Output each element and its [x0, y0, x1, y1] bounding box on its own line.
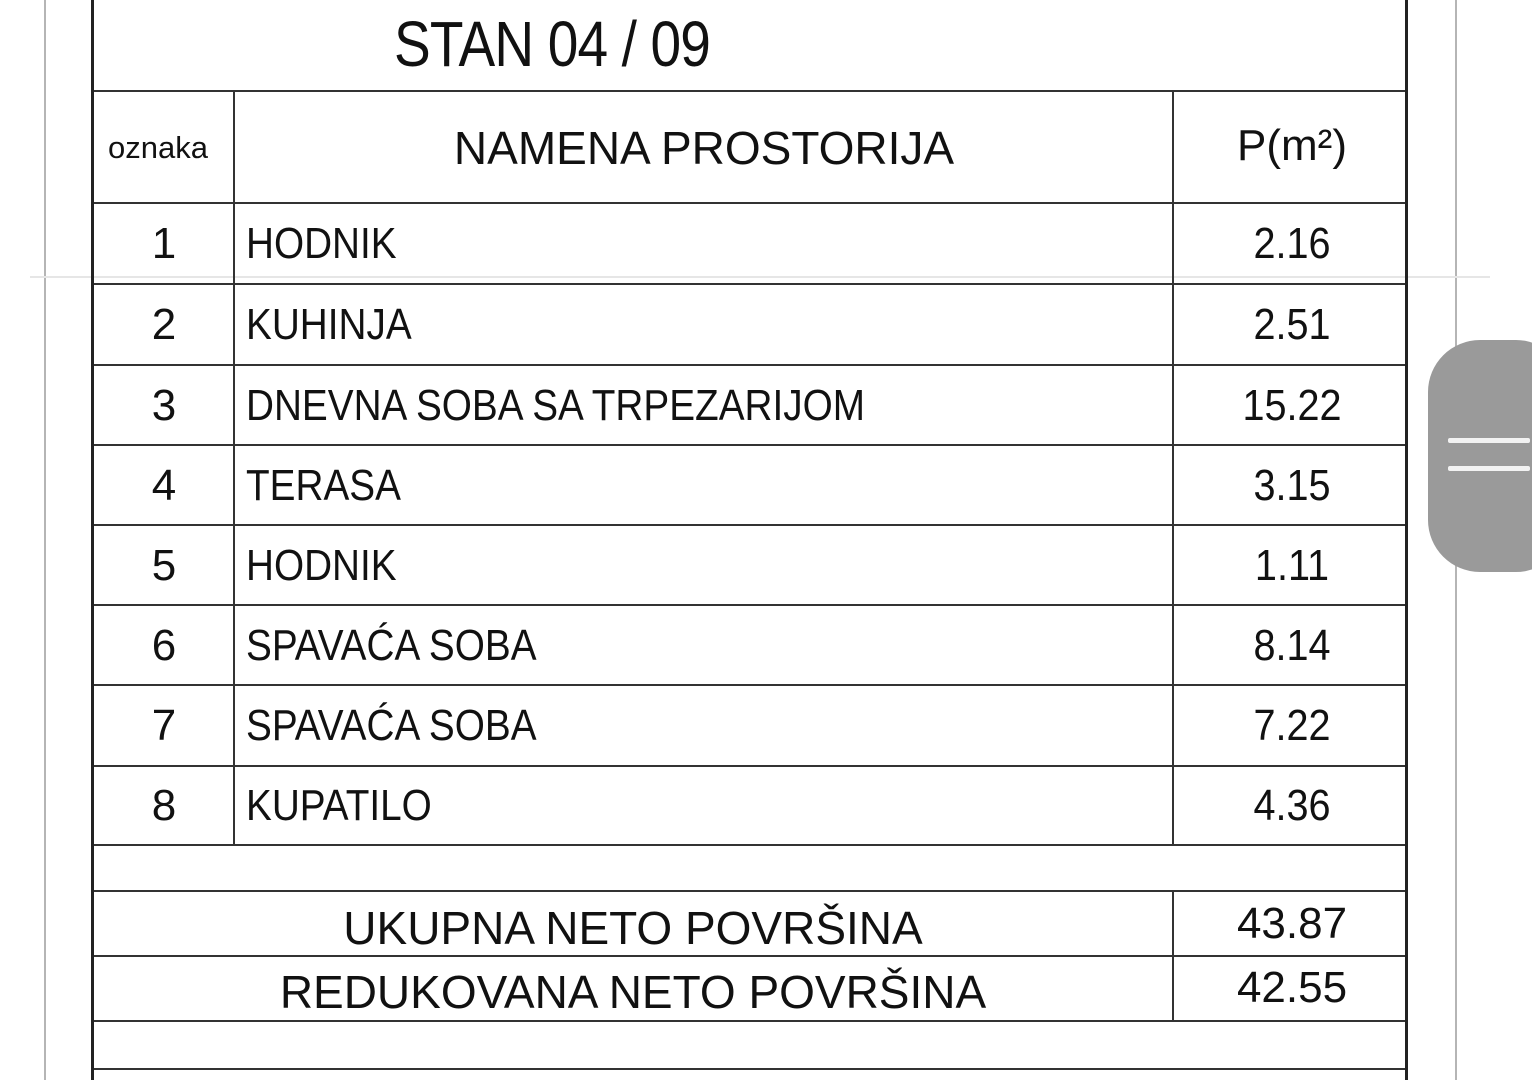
room-name: TERASA	[246, 461, 401, 510]
page-title: STAN 04 / 09	[394, 8, 710, 80]
table-bottom-rule	[94, 1068, 1405, 1070]
table-row	[94, 285, 1405, 365]
room-area-table	[91, 0, 1408, 1080]
reduced-net-area-value: 42.55	[1236, 963, 1348, 1012]
room-area: 1.11	[1254, 541, 1330, 590]
header-namena-prostorija: NAMENA PROSTORIJA	[453, 122, 955, 174]
table-top-rule	[94, 90, 1405, 92]
room-name: DNEVNA SOBA SA TRPEZARIJOM	[246, 381, 865, 430]
side-drag-handle[interactable]	[1428, 340, 1532, 572]
room-area: 15.22	[1242, 381, 1342, 430]
total-net-area-label: UKUPNA NETO POVRŠINA	[343, 902, 923, 954]
table-row	[94, 686, 1405, 766]
table-row	[94, 204, 1405, 284]
row-number: 7	[151, 701, 177, 750]
header-oznaka: oznaka	[108, 130, 208, 165]
reduced-net-area-label: REDUKOVANA NETO POVRŠINA	[279, 966, 987, 1018]
room-name: SPAVAĆA SOBA	[246, 621, 537, 670]
row-number: 3	[151, 381, 177, 430]
room-name: SPAVAĆA SOBA	[246, 701, 537, 750]
outer-frame-left-line	[44, 0, 46, 1080]
row-number: 1	[151, 219, 177, 268]
table-row	[94, 606, 1405, 686]
room-area: 3.15	[1253, 461, 1331, 510]
table-row	[94, 766, 1405, 846]
table-row	[94, 526, 1405, 606]
row-number: 2	[151, 300, 177, 349]
total-net-area-value: 43.87	[1236, 899, 1348, 948]
header-area: P(m²)	[1237, 121, 1347, 170]
room-area: 2.16	[1253, 219, 1331, 268]
room-name: KUPATILO	[246, 781, 432, 830]
row-number: 8	[151, 781, 177, 830]
room-name: HODNIK	[246, 219, 397, 268]
row-number: 6	[151, 621, 177, 670]
room-name: HODNIK	[246, 541, 397, 590]
room-name: KUHINJA	[246, 300, 412, 349]
room-area: 4.36	[1253, 781, 1331, 830]
room-area: 7.22	[1253, 701, 1331, 750]
room-area: 2.51	[1253, 300, 1331, 349]
row-number: 4	[151, 461, 177, 510]
column-rule-totals	[1172, 890, 1174, 1020]
row-number: 5	[151, 541, 177, 590]
totals-top-rule	[94, 890, 1405, 892]
table-row	[94, 366, 1405, 446]
room-area: 8.14	[1253, 621, 1331, 670]
table-row	[94, 446, 1405, 526]
